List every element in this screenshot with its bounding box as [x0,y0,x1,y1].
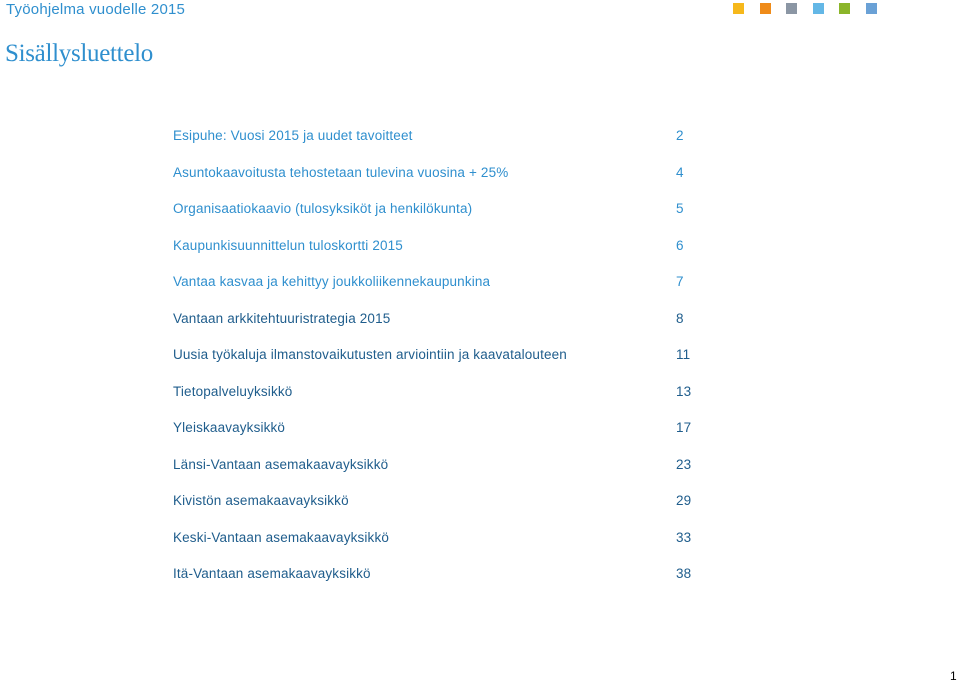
toc-entry-page: 7 [676,274,684,289]
toc-entry[interactable] [173,236,713,273]
toc-entry-title: Vantaa kasvaa ja kehittyy joukkoliikennekaupunkina [173,274,491,289]
toc-entry-page: 11 [676,347,691,362]
toc-entry-title: Organisaatiokaavio (tulosyksiköt ja henkilökunta) [173,201,473,216]
toc-entry-page: 2 [676,128,684,143]
toc-entry-title: Yleiskaavayksikkö [173,420,286,435]
page-title: Sisällysluettelo [5,40,153,67]
square-green-icon [839,3,850,14]
toc-entry-title: Kivistön asemakaavayksikkö [173,493,349,508]
square-orange-icon [760,3,771,14]
toc-entry[interactable] [173,418,713,455]
toc-entry-page: 33 [676,529,692,545]
toc-entry-title: Tietopalveluyksikkö [173,383,293,399]
toc-entry-title: Länsi-Vantaan asemakaavayksikkö [173,456,389,472]
toc-entry-title: Kaupunkisuunnittelun tuloskortti 2015 [173,237,403,253]
toc-entry[interactable] [173,345,713,382]
page-number: 1 [950,669,957,683]
toc-entry[interactable] [173,455,713,492]
toc-entry-title: Esipuhe: Vuosi 2015 ja uudet tavoitteet [173,128,413,143]
square-gray-icon [786,3,797,14]
toc-entry[interactable] [173,382,713,419]
toc-entry[interactable] [173,272,713,309]
toc-entry-title: Asuntokaavoitusta tehostetaan tulevina vuosina + 25% [173,164,509,180]
toc-entry[interactable] [173,199,713,236]
toc-entry[interactable] [173,309,713,346]
toc-entry-title: Itä-Vantaan asemakaavayksikkö [173,566,371,581]
toc-entry-page: 13 [676,383,692,399]
toc-entry-page: 38 [676,566,692,581]
toc-entry[interactable] [173,163,713,200]
toc-entry[interactable] [173,126,713,163]
toc-entry-page: 4 [676,164,684,180]
toc-entry-page: 8 [676,310,684,326]
square-yellow-icon [733,3,744,14]
toc-entry-title: Keski-Vantaan asemakaavayksikkö [173,529,390,545]
toc-entry-title: Vantaan arkkitehtuuristrategia 2015 [173,310,391,326]
toc-entry[interactable] [173,491,713,528]
square-steel-blue-icon [866,3,877,14]
toc-entry-page: 23 [676,456,692,472]
toc-entry[interactable] [173,564,713,601]
table-of-contents [173,126,713,601]
decorative-squares [733,3,892,14]
toc-entry-title: Uusia työkaluja ilmanstovaikutusten arviointiin ja kaavatalouteen [173,347,567,362]
toc-entry-page: 17 [676,420,692,435]
toc-entry-page: 6 [676,237,684,253]
toc-entry-page: 29 [676,493,692,508]
square-light-blue-icon [813,3,824,14]
running-header-title: Työohjelma vuodelle 2015 [6,1,186,18]
toc-entry-page: 5 [676,201,684,216]
toc-entry[interactable] [173,528,713,565]
